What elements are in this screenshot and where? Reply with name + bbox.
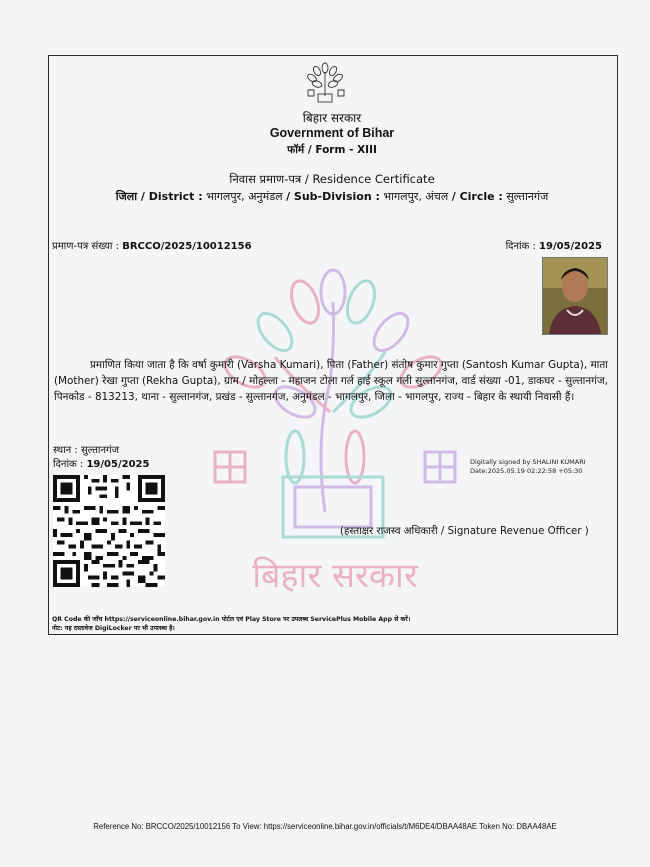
certificate-title: निवास प्रमाण-पत्र / Residence Certificate	[229, 172, 435, 186]
applicant-photo	[542, 257, 608, 335]
header-english-title: Government of Bihar	[269, 126, 395, 140]
qr-note-line1: QR Code की जाँच https://serviceonline.bihar.gov.in पोर्टल एवं Play Store पर उपलब्ध ServicePlus Mobile App से करें।	[52, 616, 411, 623]
place-label: स्थान :	[53, 445, 78, 456]
issue-date-label: दिनांक :	[53, 459, 84, 470]
certificate-number	[52, 238, 252, 252]
location-line	[48, 189, 616, 204]
issue-date-value: 19/05/2025	[86, 459, 150, 470]
digital-signature-name: Digitally signed by SHALINI KUMARI	[470, 458, 586, 466]
issue-place	[53, 444, 149, 458]
certificate-body: प्रमाणित किया जाता है कि वर्षा कुमारी (Varsha Kumari), पिता (Father) संतोष कुमार गुप्ता (Santosh Kumar Gupta), माता (Mother) रेखा गुप्ता (Rekha Gupta), ग्राम / मोहल्ला - महाजन टोला गर्ल हाई स्कूल गली सुल्तानगंज, वार्ड संख्या -01, डाकघर - सुल्तानगंज, पिनकोड - 813213, थाना - सुल्तानगंज, प्रखंड - सुल्तानगंज, अनुमंडल - भागलपुर, जिला - भागलपुर, राज्य - बिहार के स्थायी निवासी हैं।	[54, 359, 608, 403]
subdivision-label: / Sub-Division :	[286, 190, 380, 203]
watermark-text: बिहार सरकार	[252, 556, 418, 596]
reference-footer: Reference No: BRCCO/2025/10012156 To View: https://serviceonline.bihar.gov.in/officials/t/M6DE4/DBAA48AE Token No: DBAA48AE	[93, 822, 557, 831]
certificate-number-label: प्रमाण-पत्र संख्या :	[52, 241, 120, 252]
digital-signature-block	[470, 458, 586, 476]
qr-code-icon	[53, 475, 165, 587]
district-value: भागलपुर, अनुमंडल	[206, 190, 283, 203]
bihar-watermark-icon	[205, 262, 465, 602]
certificate-number-value: BRCCO/2025/10012156	[122, 241, 252, 252]
issue-place-date	[53, 444, 149, 472]
issue-date	[53, 458, 149, 472]
qr-note	[52, 615, 410, 633]
officer-signature-label: (हस्ताक्षर राजस्व अधिकारी / Signature Revenue Officer )	[340, 526, 589, 537]
digital-signature-date: Date:2025.05.19 02:22:58 +05:30	[470, 467, 583, 475]
header-hindi-title: बिहार सरकार	[302, 111, 362, 125]
place-value: सुल्तानगंज	[80, 445, 120, 456]
photo-icon	[543, 258, 607, 334]
subdivision-value: भागलपुर, अंचल	[383, 190, 449, 203]
circle-label: / Circle :	[451, 190, 503, 203]
qr-note-line2: नोट: यह दस्तावेज DigiLocker पर भी उपलब्ध है।	[52, 625, 175, 632]
certificate-date-label: दिनांक :	[505, 241, 536, 252]
district-label: जिला / District :	[115, 190, 203, 203]
form-label: फॉर्म / Form - XIII	[287, 144, 377, 156]
certificate-date	[506, 238, 602, 252]
circle-value: सुल्तानगंज	[506, 190, 549, 203]
certificate-date-value: 19/05/2025	[539, 241, 602, 252]
bihar-emblem-icon	[304, 60, 346, 108]
